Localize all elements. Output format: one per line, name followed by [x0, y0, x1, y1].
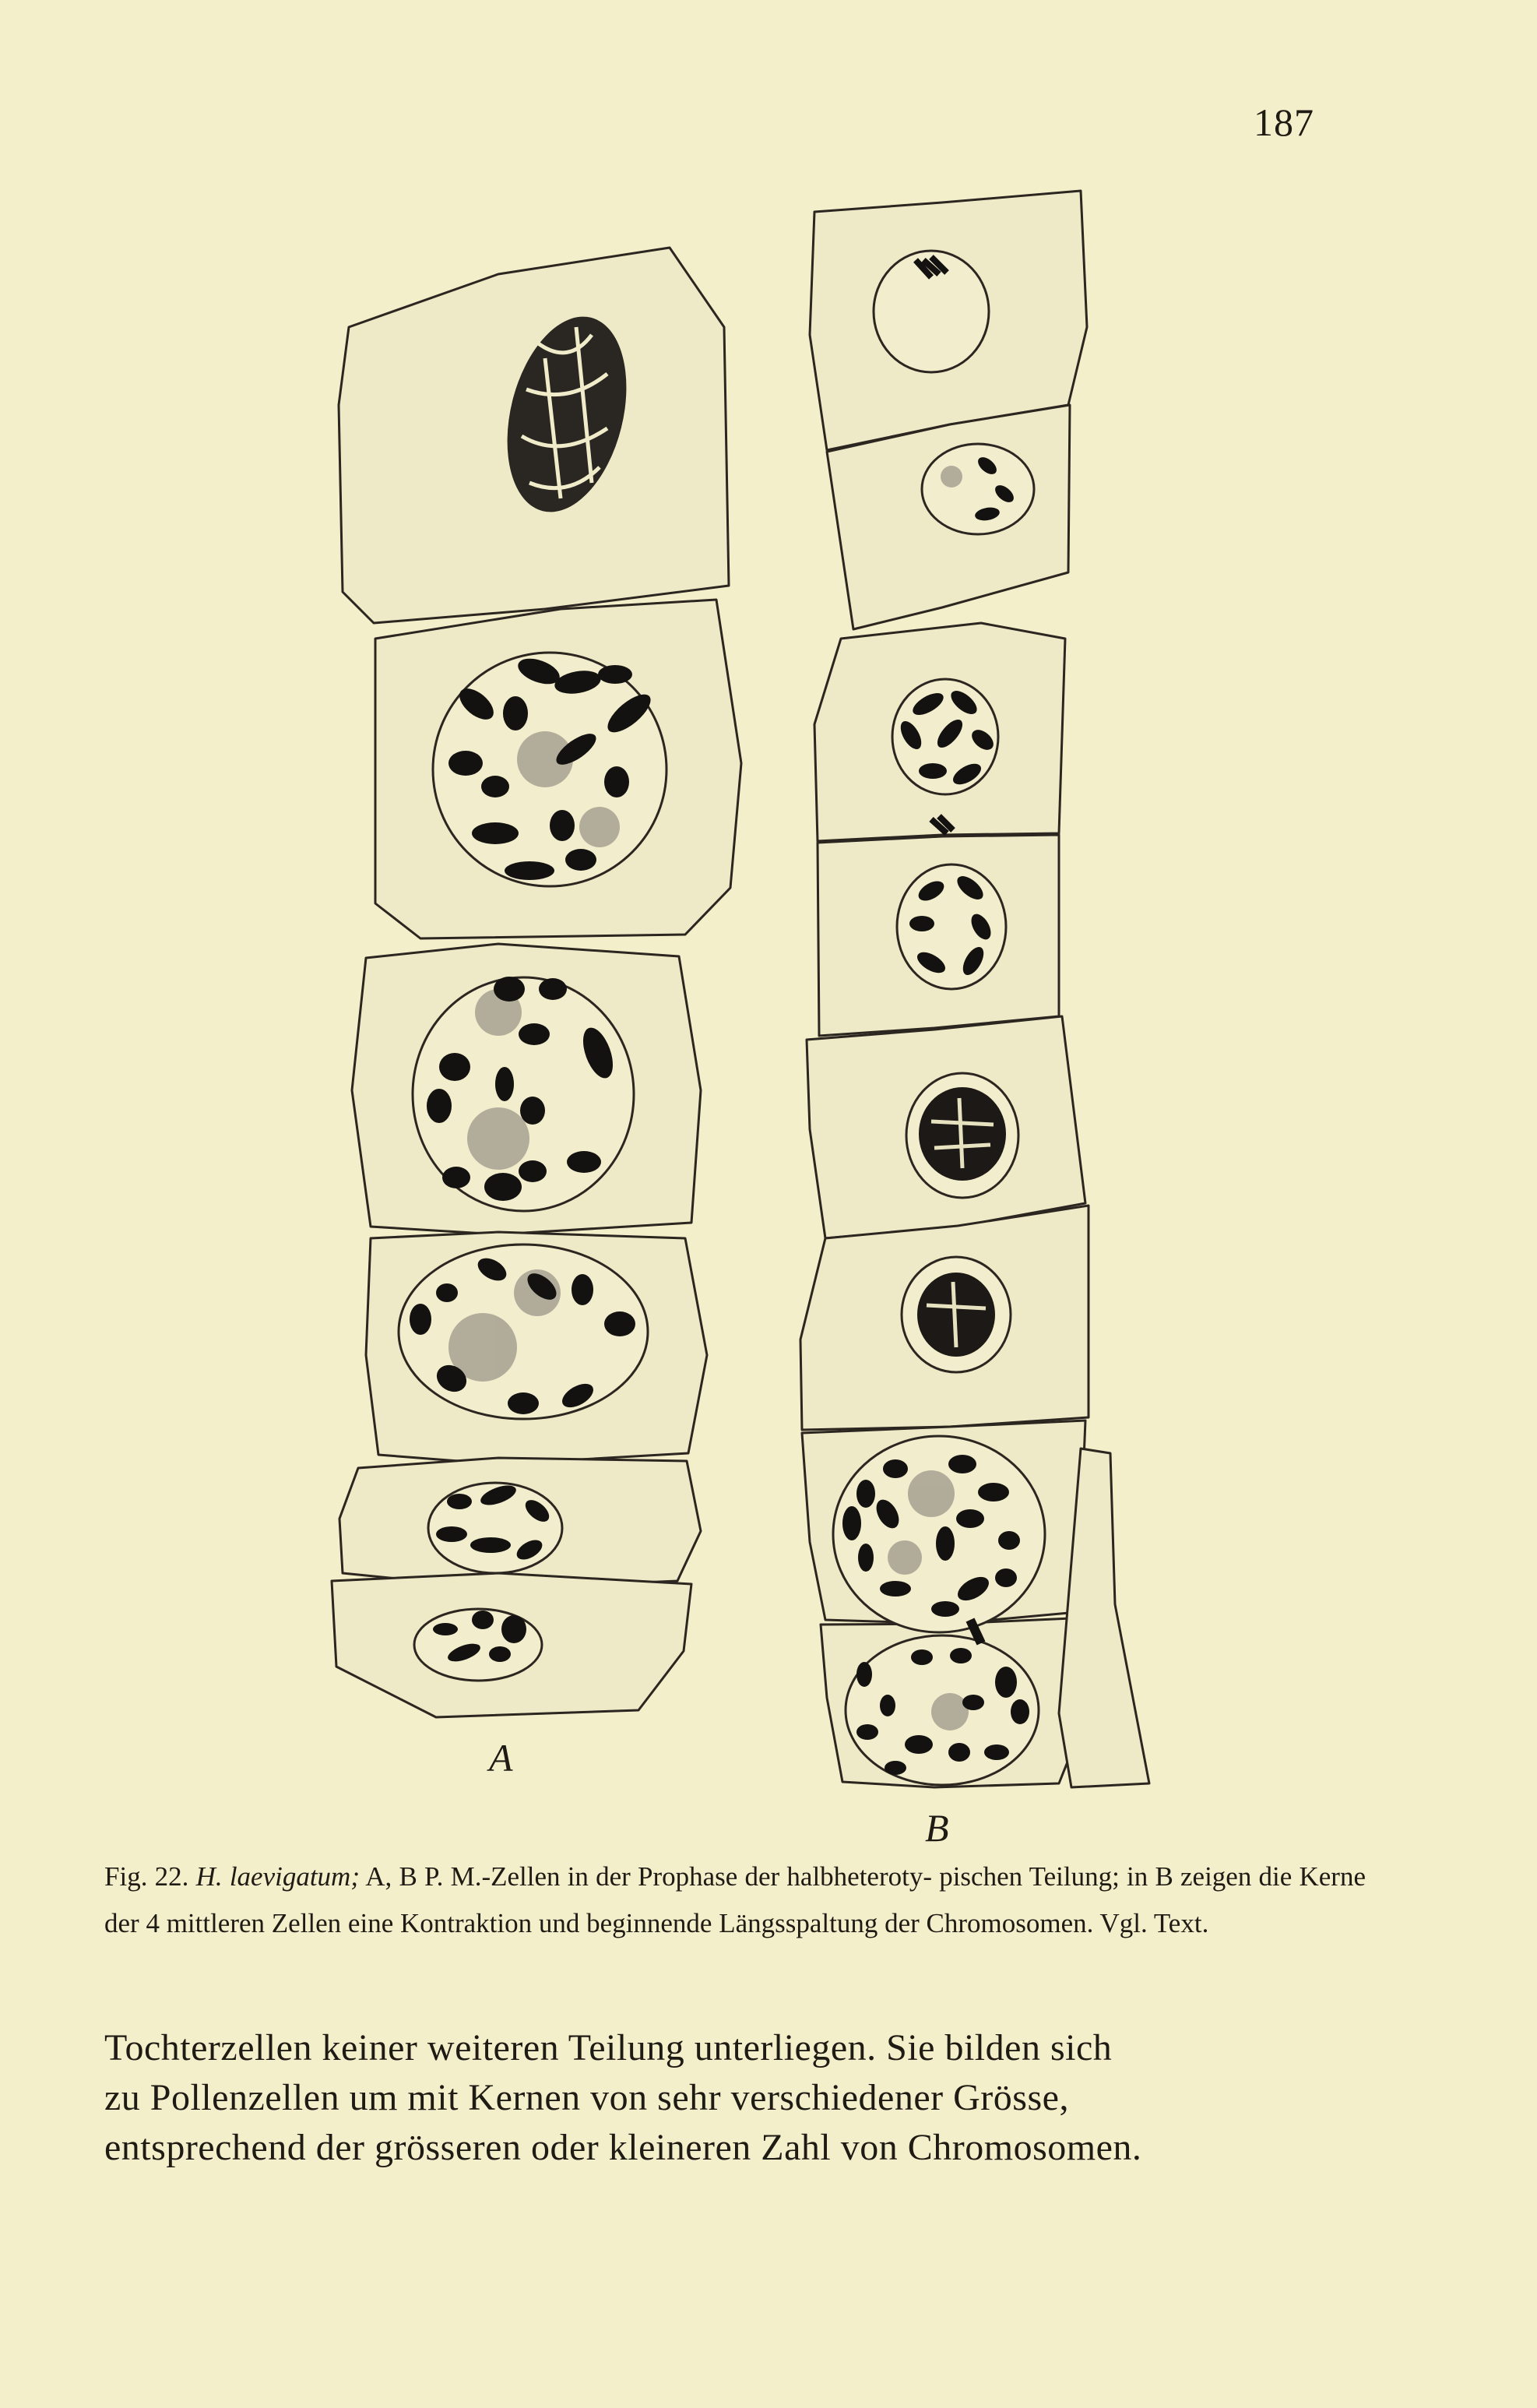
nucleus-b2 [922, 444, 1034, 534]
caption-fig-label: Fig. 22. [104, 1861, 189, 1892]
panel-label-b: B [925, 1806, 949, 1850]
page-number: 187 [1254, 100, 1314, 144]
caption-text-3: beginnende Längsspaltung der Chromosomen. Vgl. Text. [586, 1908, 1209, 1938]
body-line-3: entsprechend der grösseren oder kleineren Zahl von Chromosomen. [104, 2127, 1142, 2168]
figure-caption [104, 1854, 1366, 1947]
panel-label-a: A [489, 1736, 513, 1780]
body-line-1: Tochterzellen keiner weiteren Teilung unterliegen. Sie bilden sich [104, 2027, 1113, 2068]
body-paragraph [104, 2023, 1366, 2173]
body-line-2: zu Pollenzellen um mit Kernen von sehr verschiedener Grösse, [104, 2077, 1069, 2118]
caption-text-1: A, B P. M.-Zellen in der Prophase der halbheteroty- [360, 1861, 932, 1892]
caption-text-2: pischen Teilung; in B zeigen die Kerne der 4 mittleren Zellen eine Kontraktion und [104, 1861, 1366, 1938]
caption-species: H. laevigatum; [195, 1861, 360, 1892]
